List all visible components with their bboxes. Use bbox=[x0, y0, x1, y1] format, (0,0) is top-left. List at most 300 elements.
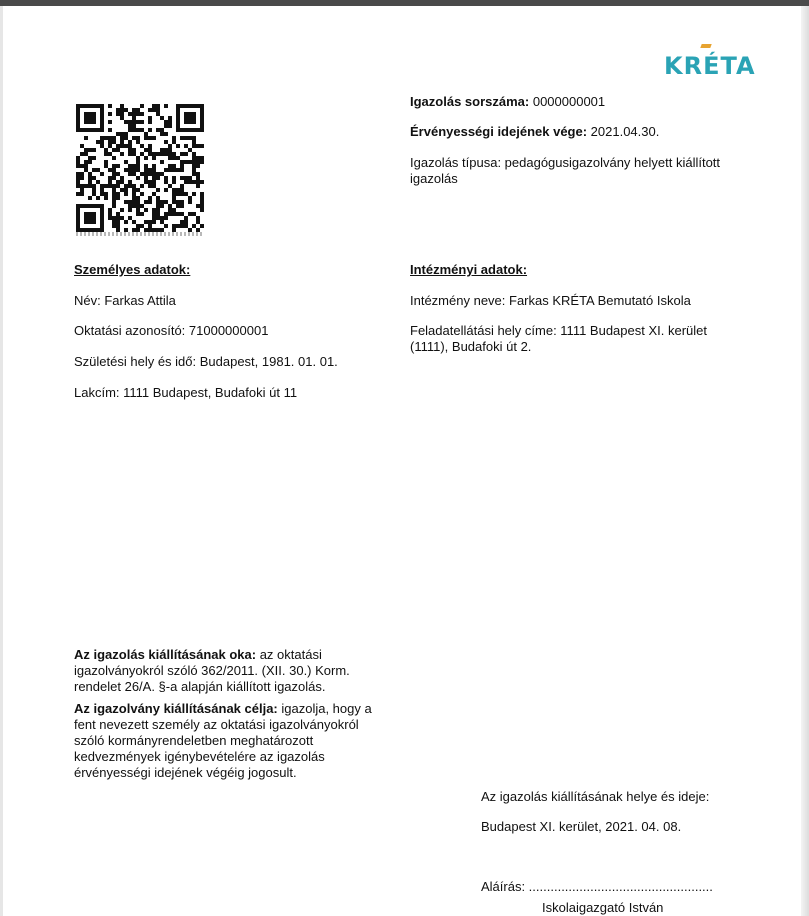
qr-module bbox=[140, 144, 144, 148]
qr-module bbox=[136, 108, 140, 112]
qr-module bbox=[128, 120, 132, 124]
qr-module bbox=[136, 176, 140, 180]
qr-module bbox=[200, 208, 204, 212]
qr-module bbox=[152, 192, 156, 196]
qr-module bbox=[108, 120, 112, 124]
qr-module bbox=[116, 192, 120, 196]
qr-module bbox=[168, 152, 172, 156]
qr-module bbox=[172, 196, 176, 200]
qr-module bbox=[164, 132, 168, 136]
qr-module bbox=[112, 176, 116, 180]
qr-module bbox=[100, 192, 104, 196]
qr-module bbox=[200, 196, 204, 200]
qr-module bbox=[160, 220, 164, 224]
qr-module bbox=[144, 156, 148, 160]
qr-module bbox=[100, 140, 104, 144]
qr-module bbox=[144, 136, 148, 140]
qr-module bbox=[120, 180, 124, 184]
reason-line-1 bbox=[74, 647, 322, 663]
qr-module bbox=[128, 200, 132, 204]
purpose-line-2: fent nevezett személy az oktatási igazolványokról bbox=[74, 717, 359, 732]
qr-module bbox=[132, 220, 136, 224]
qr-module bbox=[132, 120, 136, 124]
qr-module bbox=[116, 148, 120, 152]
qr-module bbox=[148, 196, 152, 200]
qr-module bbox=[192, 180, 196, 184]
qr-module bbox=[180, 200, 184, 204]
qr-module bbox=[140, 128, 144, 132]
qr-module bbox=[120, 116, 124, 120]
qr-module bbox=[104, 160, 108, 164]
page-right-edge bbox=[801, 6, 809, 916]
institution-name: Intézmény neve: Farkas KRÉTA Bemutató Iskola bbox=[410, 293, 691, 308]
qr-module bbox=[88, 184, 92, 188]
qr-module bbox=[168, 124, 172, 128]
qr-module bbox=[144, 200, 148, 204]
qr-module bbox=[172, 152, 176, 156]
qr-module bbox=[148, 144, 152, 148]
logo-text: KRÉTA bbox=[664, 52, 756, 80]
qr-module bbox=[140, 104, 144, 108]
qr-module bbox=[104, 192, 108, 196]
qr-module bbox=[148, 120, 152, 124]
qr-module bbox=[180, 168, 184, 172]
qr-module bbox=[80, 164, 84, 168]
qr-module bbox=[164, 148, 168, 152]
qr-module bbox=[156, 108, 160, 112]
qr-module bbox=[132, 172, 136, 176]
qr-module bbox=[116, 172, 120, 176]
qr-module bbox=[124, 220, 128, 224]
qr-module bbox=[152, 176, 156, 180]
qr-module bbox=[184, 136, 188, 140]
qr-module bbox=[136, 120, 140, 124]
qr-module bbox=[116, 224, 120, 228]
qr-module bbox=[148, 224, 152, 228]
qr-module bbox=[156, 212, 160, 216]
issue-value: Budapest XI. kerület, 2021. 04. 08. bbox=[481, 819, 682, 834]
qr-module bbox=[108, 136, 112, 140]
qr-module bbox=[196, 156, 200, 160]
qr-module bbox=[88, 196, 92, 200]
reason-label: Az igazolás kiállításának oka: bbox=[74, 647, 257, 662]
qr-module bbox=[156, 188, 160, 192]
qr-module bbox=[76, 192, 80, 196]
qr-module bbox=[152, 136, 156, 140]
qr-module bbox=[156, 196, 160, 200]
qr-module bbox=[164, 120, 168, 124]
qr-module bbox=[152, 208, 156, 212]
qr-module bbox=[176, 204, 180, 208]
qr-module bbox=[80, 184, 84, 188]
qr-module bbox=[128, 164, 132, 168]
qr-module bbox=[164, 180, 168, 184]
qr-module bbox=[148, 168, 152, 172]
qr-module bbox=[92, 184, 96, 188]
qr-module bbox=[88, 148, 92, 152]
qr-module bbox=[144, 132, 148, 136]
qr-module bbox=[96, 180, 100, 184]
qr-module bbox=[148, 148, 152, 152]
qr-module bbox=[100, 136, 104, 140]
qr-module bbox=[136, 196, 140, 200]
qr-module bbox=[196, 176, 200, 180]
qr-module bbox=[116, 212, 120, 216]
qr-module bbox=[192, 136, 196, 140]
qr-module bbox=[200, 204, 204, 208]
qr-module bbox=[104, 148, 108, 152]
qr-module bbox=[148, 128, 152, 132]
qr-module bbox=[76, 180, 80, 184]
qr-module bbox=[184, 192, 188, 196]
qr-module bbox=[164, 152, 168, 156]
qr-module bbox=[192, 156, 196, 160]
qr-module bbox=[184, 224, 188, 228]
qr-module bbox=[196, 204, 200, 208]
qr-module bbox=[168, 144, 172, 148]
qr-module bbox=[164, 188, 168, 192]
qr-module bbox=[136, 112, 140, 116]
qr-module bbox=[136, 160, 140, 164]
qr-module bbox=[184, 176, 188, 180]
qr-module bbox=[156, 204, 160, 208]
signature-line: Aláírás: ................................................... bbox=[481, 879, 713, 894]
qr-module bbox=[108, 152, 112, 156]
qr-module bbox=[184, 180, 188, 184]
qr-module bbox=[132, 164, 136, 168]
qr-module bbox=[112, 172, 116, 176]
qr-module bbox=[140, 172, 144, 176]
qr-module bbox=[116, 180, 120, 184]
qr-module bbox=[128, 112, 132, 116]
qr-module bbox=[196, 164, 200, 168]
qr-module bbox=[100, 172, 104, 176]
qr-module bbox=[92, 148, 96, 152]
signer-name: Iskolaigazgató István bbox=[542, 900, 664, 915]
qr-module bbox=[148, 220, 152, 224]
qr-module bbox=[140, 192, 144, 196]
qr-module bbox=[132, 188, 136, 192]
purpose-line-4: kedvezmények igénybevételére az igazolás bbox=[74, 749, 325, 764]
qr-module bbox=[140, 224, 144, 228]
qr-module bbox=[176, 200, 180, 204]
qr-module bbox=[128, 184, 132, 188]
qr-module bbox=[128, 204, 132, 208]
qr-module bbox=[108, 140, 112, 144]
qr-module bbox=[196, 180, 200, 184]
qr-module bbox=[168, 184, 172, 188]
qr-module bbox=[124, 168, 128, 172]
validity-value: 2021.04.30. bbox=[590, 124, 660, 139]
qr-module bbox=[104, 184, 108, 188]
qr-module bbox=[104, 196, 108, 200]
qr-module bbox=[168, 204, 172, 208]
qr-module bbox=[140, 152, 144, 156]
qr-module bbox=[164, 140, 168, 144]
qr-module bbox=[108, 184, 112, 188]
qr-module bbox=[176, 144, 180, 148]
qr-module bbox=[188, 176, 192, 180]
qr-module bbox=[120, 176, 124, 180]
qr-module bbox=[76, 184, 80, 188]
qr-module bbox=[76, 160, 80, 164]
qr-module bbox=[88, 180, 92, 184]
qr-module bbox=[112, 200, 116, 204]
qr-module bbox=[184, 160, 188, 164]
qr-module bbox=[188, 200, 192, 204]
qr-module bbox=[196, 144, 200, 148]
qr-module bbox=[136, 136, 140, 140]
qr-module bbox=[100, 144, 104, 148]
qr-module bbox=[156, 128, 160, 132]
qr-module bbox=[144, 208, 148, 212]
qr-module bbox=[156, 104, 160, 108]
qr-module bbox=[76, 164, 80, 168]
qr-module bbox=[116, 112, 120, 116]
qr-module bbox=[192, 160, 196, 164]
qr-module bbox=[120, 188, 124, 192]
qr-module bbox=[104, 164, 108, 168]
qr-module bbox=[192, 140, 196, 144]
qr-module bbox=[128, 180, 132, 184]
qr-module bbox=[176, 168, 180, 172]
purpose-line-3: szóló kormányrendeletben meghatározott bbox=[74, 733, 314, 748]
qr-module bbox=[124, 184, 128, 188]
qr-module bbox=[88, 156, 92, 160]
qr-module bbox=[168, 164, 172, 168]
qr-module bbox=[172, 156, 176, 160]
qr-module bbox=[160, 152, 164, 156]
qr-module bbox=[112, 184, 116, 188]
purpose-line-5: érvényességi idejének végéig jogosult. bbox=[74, 765, 297, 780]
qr-module bbox=[160, 116, 164, 120]
qr-module bbox=[112, 192, 116, 196]
qr-module bbox=[128, 128, 132, 132]
qr-module bbox=[116, 196, 120, 200]
qr-module bbox=[108, 104, 112, 108]
qr-module bbox=[132, 196, 136, 200]
qr-module bbox=[184, 144, 188, 148]
qr-module bbox=[132, 128, 136, 132]
qr-module bbox=[196, 172, 200, 176]
kreta-logo bbox=[664, 52, 756, 82]
qr-module bbox=[112, 224, 116, 228]
qr-module bbox=[112, 204, 116, 208]
qr-module bbox=[160, 148, 164, 152]
qr-module bbox=[84, 184, 88, 188]
qr-module bbox=[168, 156, 172, 160]
qr-module bbox=[200, 160, 204, 164]
qr-module bbox=[80, 176, 84, 180]
qr-module bbox=[180, 220, 184, 224]
qr-module bbox=[112, 140, 116, 144]
qr-module bbox=[156, 112, 160, 116]
qr-module bbox=[164, 168, 168, 172]
qr-module bbox=[120, 140, 124, 144]
qr-module bbox=[164, 104, 168, 108]
purpose-label: Az igazolvány kiállításának célja: bbox=[74, 701, 278, 716]
qr-module bbox=[108, 212, 112, 216]
qr-module bbox=[136, 204, 140, 208]
qr-module bbox=[104, 152, 108, 156]
qr-module bbox=[148, 152, 152, 156]
qr-module bbox=[108, 168, 112, 172]
personal-edu-id: Oktatási azonosító: 71000000001 bbox=[74, 323, 269, 338]
qr-module bbox=[116, 164, 120, 168]
qr-module bbox=[196, 216, 200, 220]
qr-module bbox=[172, 188, 176, 192]
qr-module bbox=[128, 216, 132, 220]
qr-module bbox=[152, 104, 156, 108]
qr-module bbox=[120, 216, 124, 220]
qr-module bbox=[132, 112, 136, 116]
qr-module bbox=[188, 196, 192, 200]
qr-module bbox=[180, 176, 184, 180]
qr-module bbox=[184, 152, 188, 156]
qr-module bbox=[112, 164, 116, 168]
qr-module bbox=[172, 212, 176, 216]
qr-module bbox=[124, 192, 128, 196]
qr-module bbox=[116, 216, 120, 220]
qr-module bbox=[180, 212, 184, 216]
personal-address: Lakcím: 1111 Budapest, Budafoki út 11 bbox=[74, 385, 298, 400]
qr-module bbox=[144, 176, 148, 180]
qr-module bbox=[132, 116, 136, 120]
qr-module bbox=[96, 168, 100, 172]
qr-module bbox=[132, 152, 136, 156]
qr-module bbox=[128, 168, 132, 172]
qr-module bbox=[124, 136, 128, 140]
qr-module bbox=[136, 212, 140, 216]
qr-module bbox=[180, 136, 184, 140]
qr-caption bbox=[76, 232, 204, 236]
qr-module bbox=[196, 160, 200, 164]
qr-module bbox=[120, 208, 124, 212]
qr-module bbox=[144, 180, 148, 184]
qr-module bbox=[92, 168, 96, 172]
qr-module bbox=[172, 140, 176, 144]
qr-module bbox=[160, 172, 164, 176]
qr-module bbox=[156, 176, 160, 180]
qr-module bbox=[164, 124, 168, 128]
qr-module bbox=[172, 200, 176, 204]
qr-module bbox=[104, 136, 108, 140]
qr-module bbox=[168, 120, 172, 124]
qr-module bbox=[152, 156, 156, 160]
qr-module bbox=[148, 172, 152, 176]
viewer-top-bar bbox=[0, 0, 809, 6]
qr-module bbox=[116, 132, 120, 136]
qr-module bbox=[96, 196, 100, 200]
qr-module bbox=[184, 216, 188, 220]
qr-module bbox=[152, 152, 156, 156]
qr-module bbox=[88, 176, 92, 180]
qr-module bbox=[136, 140, 140, 144]
qr-module bbox=[144, 168, 148, 172]
qr-module bbox=[84, 168, 88, 172]
qr-module bbox=[144, 172, 148, 176]
qr-module bbox=[140, 204, 144, 208]
qr-module bbox=[92, 188, 96, 192]
qr-module bbox=[172, 136, 176, 140]
qr-module bbox=[164, 176, 168, 180]
qr-module bbox=[192, 144, 196, 148]
purpose-text-1: igazolja, hogy a bbox=[277, 701, 372, 716]
qr-module bbox=[144, 220, 148, 224]
serial-label: Igazolás sorszáma: bbox=[410, 94, 530, 109]
qr-module bbox=[124, 120, 128, 124]
qr-module bbox=[108, 176, 112, 180]
qr-module bbox=[188, 180, 192, 184]
qr-module bbox=[120, 104, 124, 108]
qr-module bbox=[132, 148, 136, 152]
qr-module bbox=[140, 120, 144, 124]
qr-module bbox=[164, 200, 168, 204]
qr-module bbox=[96, 140, 100, 144]
qr-module bbox=[144, 148, 148, 152]
qr-module bbox=[112, 136, 116, 140]
qr-module bbox=[152, 216, 156, 220]
qr-module bbox=[128, 148, 132, 152]
qr-module bbox=[152, 184, 156, 188]
purpose-line-1 bbox=[74, 701, 372, 717]
qr-module bbox=[180, 152, 184, 156]
serial-value: 0000000001 bbox=[532, 94, 606, 109]
qr-module bbox=[124, 200, 128, 204]
qr-module bbox=[124, 160, 128, 164]
qr-module bbox=[164, 212, 168, 216]
qr-module bbox=[128, 140, 132, 144]
qr-module bbox=[112, 220, 116, 224]
qr-module bbox=[152, 220, 156, 224]
qr-module bbox=[108, 216, 112, 220]
qr-module bbox=[132, 184, 136, 188]
qr-module bbox=[180, 204, 184, 208]
qr-module bbox=[84, 152, 88, 156]
qr-module bbox=[136, 188, 140, 192]
qr-module bbox=[112, 148, 116, 152]
qr-module bbox=[120, 144, 124, 148]
qr-module bbox=[148, 116, 152, 120]
qr-module bbox=[188, 160, 192, 164]
type-line-1: Igazolás típusa: pedagógusigazolvány helyett kiállított bbox=[410, 155, 721, 170]
qr-module bbox=[112, 188, 116, 192]
qr-module bbox=[168, 208, 172, 212]
qr-module bbox=[84, 160, 88, 164]
reason-line-3: rendelet 26/A. §-a alapján kiállított igazolás. bbox=[74, 679, 326, 694]
qr-module bbox=[192, 212, 196, 216]
qr-module bbox=[172, 176, 176, 180]
personal-name: Név: Farkas Attila bbox=[74, 293, 176, 308]
qr-module bbox=[192, 192, 196, 196]
qr-module bbox=[108, 112, 112, 116]
qr-module bbox=[112, 156, 116, 160]
qr-module bbox=[160, 132, 164, 136]
qr-module bbox=[120, 136, 124, 140]
qr-module bbox=[152, 164, 156, 168]
qr-module bbox=[108, 180, 112, 184]
qr-module bbox=[152, 172, 156, 176]
qr-module bbox=[124, 108, 128, 112]
qr-code bbox=[76, 104, 204, 232]
qr-module bbox=[132, 192, 136, 196]
qr-module bbox=[92, 176, 96, 180]
qr-module bbox=[124, 144, 128, 148]
validity-label: Érvényességi idejének vége: bbox=[410, 124, 588, 139]
qr-module bbox=[76, 172, 80, 176]
issue-label: Az igazolás kiállításának helye és ideje: bbox=[481, 789, 710, 804]
qr-module bbox=[200, 224, 204, 228]
